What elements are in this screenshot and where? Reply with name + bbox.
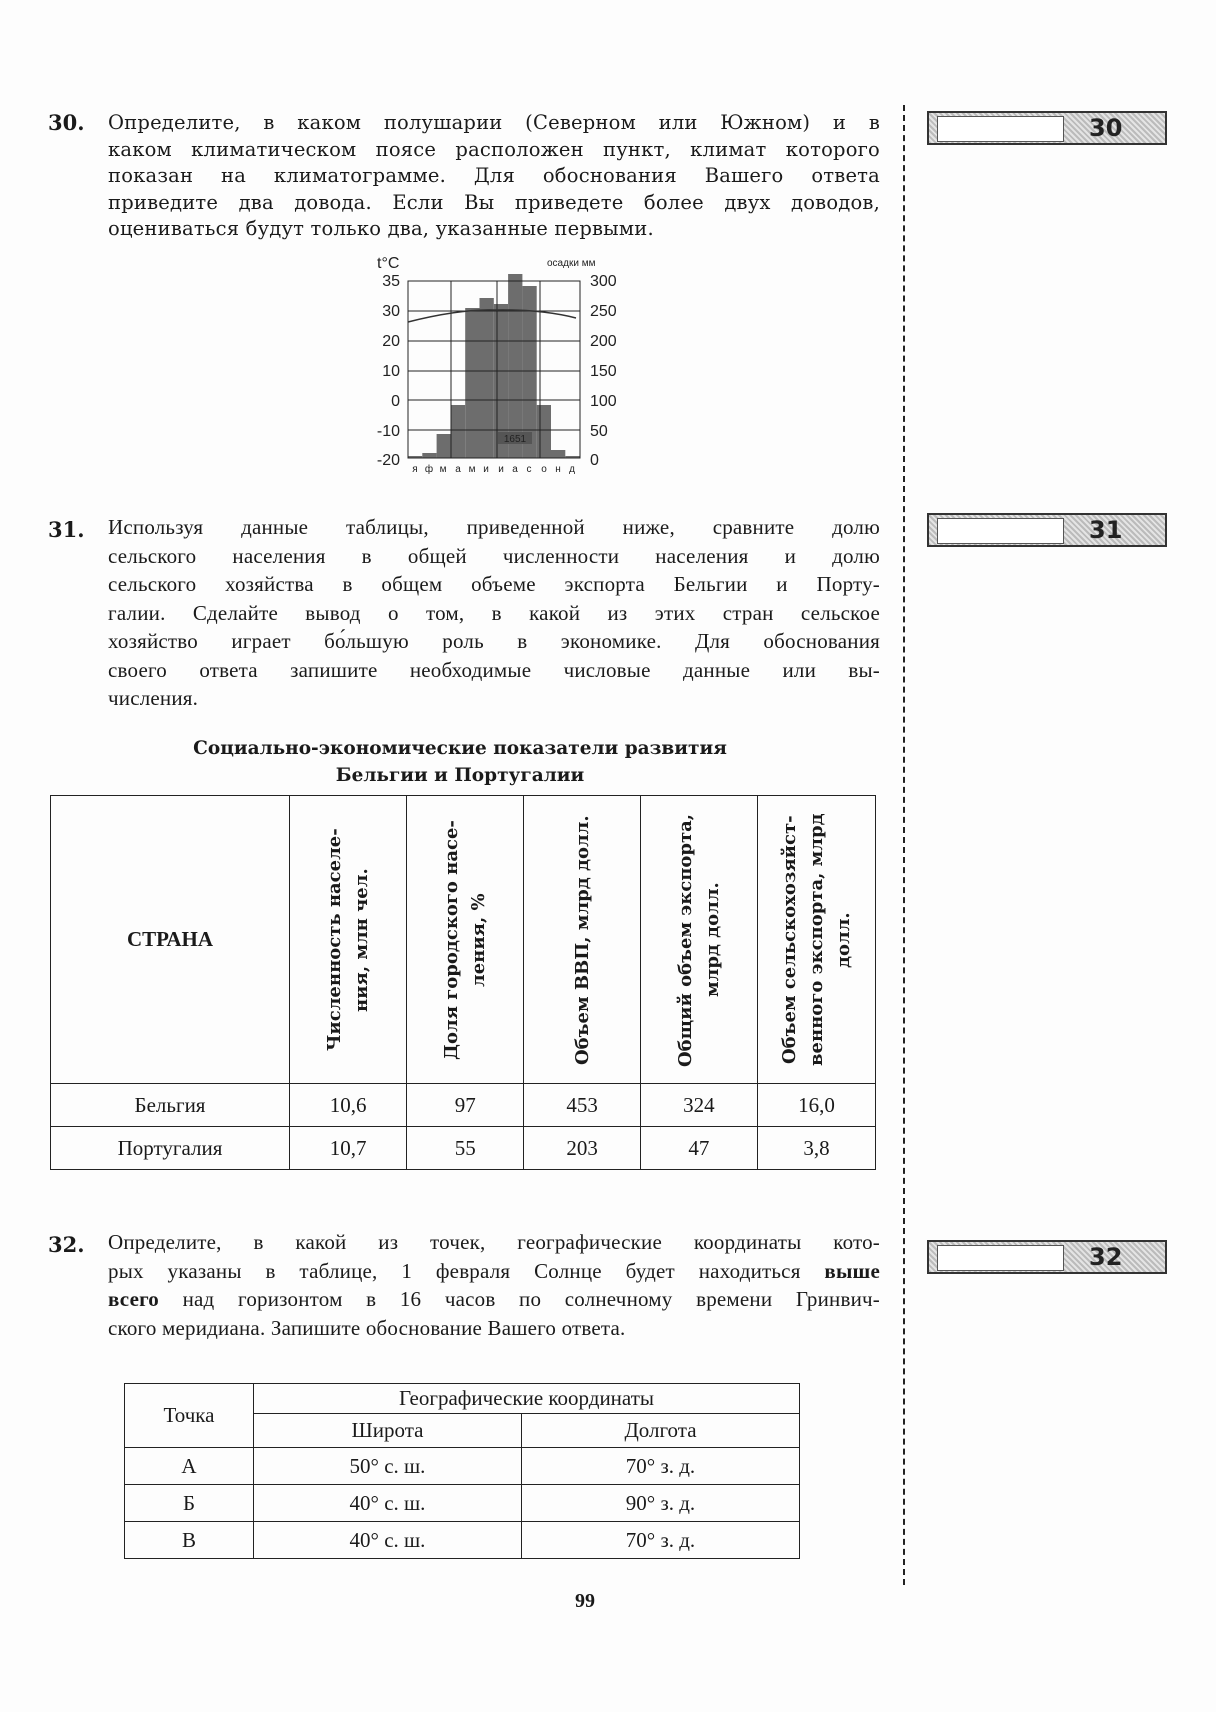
cell-country: Бельгия [51, 1084, 290, 1127]
svg-text:0: 0 [590, 452, 599, 469]
table-title [100, 735, 820, 789]
question-31-text [108, 513, 880, 713]
table-header-row [51, 796, 876, 1084]
answer-box-31[interactable] [927, 513, 1167, 547]
cell-country: Португалия [51, 1127, 290, 1170]
q31-line: своего ответа запишите необходимые числовые данные или вы- [108, 657, 880, 682]
cell-population: 10,6 [290, 1084, 407, 1127]
cell-longitude: 90° з. д. [522, 1485, 800, 1522]
svg-text:с: с [526, 464, 532, 475]
answer-box-30[interactable] [927, 111, 1167, 145]
chart-ylabel-right: осадки мм [547, 258, 596, 269]
emphasis-text: выше [824, 1258, 880, 1283]
svg-text:150: 150 [590, 363, 617, 380]
header-urban-share: Доля городского насе-ления, % [407, 796, 524, 1084]
table-row [125, 1485, 800, 1522]
cell-total-export: 47 [640, 1127, 757, 1170]
answer-box-number: 31 [1089, 516, 1123, 544]
y-ticks-left [377, 273, 400, 469]
table-title-line1: Социально-экономические показатели развития [193, 738, 727, 759]
annual-precip-label: 1651 [503, 434, 527, 445]
answer-box-number: 32 [1089, 1243, 1123, 1271]
svg-text:35: 35 [382, 273, 400, 290]
cell-total-export: 324 [640, 1084, 757, 1127]
question-32-number: 32. [48, 1232, 85, 1257]
q32-line: Определите, в какой из точек, географические координаты кото- [108, 1230, 880, 1254]
q31-line: галии. Сделайте вывод о том, в какой из этих стран сельское [108, 600, 880, 625]
table-header-row [125, 1384, 800, 1414]
header-agri-export: Объем сельскохозяйст-венного экспорта, млрд долл. [757, 796, 875, 1084]
header-gdp: Объем ВВП, млрд долл. [524, 796, 641, 1084]
svg-text:д: д [569, 464, 575, 475]
svg-text:и: и [498, 464, 504, 475]
svg-text:я: я [412, 464, 418, 475]
cell-longitude: 70° з. д. [522, 1448, 800, 1485]
cell-agri-export: 16,0 [757, 1084, 875, 1127]
answer-field-30[interactable] [937, 116, 1064, 142]
svg-text:а: а [512, 464, 518, 475]
cell-latitude: 50° с. ш. [254, 1448, 522, 1485]
climatogram-chart [360, 245, 640, 475]
header-total-export: Общий объем экспорта, млрд долл. [640, 796, 757, 1084]
cell-point: Б [125, 1485, 254, 1522]
svg-text:10: 10 [382, 363, 400, 380]
table-title-line2: Бельгии и Португалии [335, 765, 585, 786]
cell-urban-share: 97 [407, 1084, 524, 1127]
svg-text:ф: ф [424, 464, 434, 475]
answer-box-number: 30 [1089, 114, 1123, 142]
svg-text:м: м [439, 464, 447, 475]
q30-line: Определите, в каком полушарии (Северном или Южном) и в [108, 111, 880, 134]
q31-line: сельского населения в общей численности населения и долю [108, 543, 880, 568]
table-row [51, 1084, 876, 1127]
q31-line: хозяйство играет бо́льшую роль в экономике. Для обоснования [108, 629, 880, 653]
socioeconomic-table [50, 795, 876, 1170]
x-ticks-months [412, 463, 575, 475]
header-longitude: Долгота [522, 1414, 800, 1448]
q30-line: приведите два довода. Если Вы приведете более двух доводов, [108, 190, 880, 214]
header-coordinates: Географические координаты [254, 1384, 800, 1414]
question-30-number: 30. [48, 110, 85, 135]
table-row [125, 1448, 800, 1485]
cell-latitude: 40° с. ш. [254, 1522, 522, 1559]
y-ticks-right [590, 273, 617, 469]
answer-box-32[interactable] [927, 1240, 1167, 1274]
svg-text:200: 200 [590, 333, 617, 350]
question-31-number: 31. [48, 517, 85, 542]
cell-agri-export: 3,8 [757, 1127, 875, 1170]
svg-text:100: 100 [590, 393, 617, 410]
cell-population: 10,7 [290, 1127, 407, 1170]
q31-line: сельского хозяйства в общем объеме экспорта Бельгии и Порту- [108, 572, 880, 596]
svg-text:о: о [541, 464, 547, 475]
cell-latitude: 40° с. ш. [254, 1485, 522, 1522]
svg-text:-20: -20 [376, 452, 400, 469]
answer-field-31[interactable] [937, 518, 1064, 544]
svg-text:-10: -10 [376, 423, 400, 440]
header-latitude: Широта [254, 1414, 522, 1448]
emphasis-text: всего [108, 1287, 160, 1311]
svg-text:м: м [468, 464, 476, 475]
cell-point: А [125, 1448, 254, 1485]
q31-line: Используя данные таблицы, приведенной ниже, сравните долю [108, 515, 880, 539]
cell-gdp: 453 [524, 1084, 641, 1127]
q30-line: каком климатическом поясе расположен пункт, климат которого [108, 137, 880, 161]
q30-line: показан на климатограмме. Для обоснования Вашего ответа [108, 164, 880, 187]
page-number: 99 [575, 1590, 595, 1612]
cut-line-divider [903, 105, 905, 1585]
svg-text:н: н [555, 464, 561, 475]
table-row [125, 1522, 800, 1559]
svg-text:250: 250 [590, 303, 617, 320]
coordinates-table [124, 1383, 800, 1559]
question-30-text [108, 110, 880, 243]
q32-line: всего над горизонтом в 16 часов по солнечному времени Гринвич- [108, 1287, 880, 1311]
header-country: СТРАНА [51, 796, 290, 1084]
svg-text:30: 30 [382, 303, 400, 320]
q31-line: числения. [108, 686, 199, 710]
table-row [51, 1127, 876, 1170]
header-point: Точка [125, 1384, 254, 1448]
svg-text:20: 20 [382, 333, 400, 350]
cell-point: В [125, 1522, 254, 1559]
svg-text:0: 0 [391, 393, 400, 410]
q32-line: ского меридиана. Запишите обоснование Вашего ответа. [108, 1315, 626, 1340]
q32-line: рых указаны в таблице, 1 февраля Солнце будет находиться выше [108, 1258, 880, 1283]
cell-urban-share: 55 [407, 1127, 524, 1170]
svg-text:50: 50 [590, 423, 608, 440]
chart-ylabel-left: t°C [377, 255, 400, 272]
svg-text:300: 300 [590, 273, 617, 290]
q30-line: оцениваться будут только два, указанные первыми. [108, 217, 654, 240]
cell-gdp: 203 [524, 1127, 641, 1170]
svg-text:и: и [483, 464, 489, 475]
question-32-text [108, 1228, 880, 1342]
cell-longitude: 70° з. д. [522, 1522, 800, 1559]
header-population: Численность населе-ния, млн чел. [290, 796, 407, 1084]
answer-field-32[interactable] [937, 1245, 1064, 1271]
svg-text:а: а [455, 464, 461, 475]
